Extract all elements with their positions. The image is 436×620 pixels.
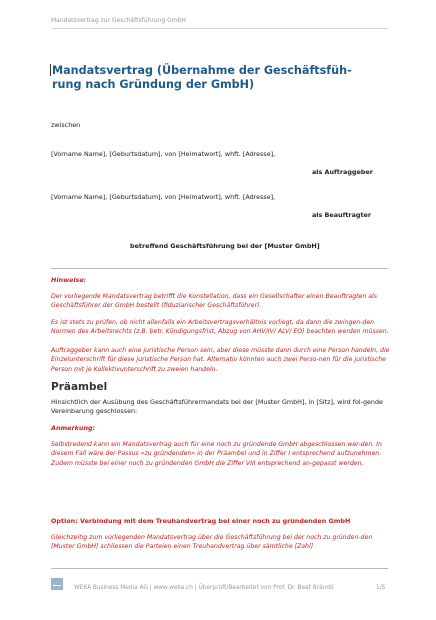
preamble-text: Hinsichtlich der Ausübung des Geschäftsführermandats bei der [Muster GmbH], in [Sitz], wird fol-gende Vereinbarung geschlossen:: [51, 398, 383, 416]
party-2-role: als Beauftragter: [312, 211, 372, 219]
page-number: 1/5: [376, 585, 386, 591]
notes-paragraph-1: Der vorliegende Mandatsvertrag betrifft die Konstellation, dass ein Gesellschafter einen Beauftragten als Geschäftsführer der GmbH bestellt (fiduziarischer Geschäftsführer).: [51, 293, 377, 310]
title-line-2: rung nach Gründung der GmbH): [52, 78, 255, 91]
notes-heading: Hinweise:: [51, 276, 87, 284]
party-1-role: als Auftraggeber: [312, 168, 373, 176]
remark-text: Selbstredend kann ein Mandatsvertrag auch für eine noch zu gründende GmbH abgeschlossen wer-den. In diesem Fall wäre der Passus «zu gründenden» in der Präambel und in Ziffer I entsprechend aufzunehmen. Zudem müsste bei einer noch zu gründenden GmbH die Ziffer VIII entsprechend an-gepasst werden.: [51, 441, 382, 467]
running-header: Mandatsvertrag zur Geschäftsführung GmbH: [51, 17, 186, 24]
notes-paragraph-2: Es ist stets zu prüfen, ob nicht allenfalls ein Arbeitsvertragsverhältnis vorliegt, da dann die zwingen-den Normen des Arbeitsrechts (z.B. betr. Kündigungsfrist, Abzug von AHV/IV/ ALV/ EO) beachten werden müssen.: [51, 319, 389, 336]
option-heading: Option: Verbindung mit dem Treuhandvertrag bei einer noch zu gründenden GmbH: [51, 517, 351, 525]
weka-logo-icon: [51, 578, 63, 590]
party-1-details: [Vorname Name], [Geburtsdatum], von [Heimatwort], whft. [Adresse],: [51, 150, 276, 158]
notes-paragraph-3: Auftraggeber kann auch eine juristische Person sein, aber diese müsste dann durch eine Person handeln, die Einzelunterschrift für diese juristische Person hat. Alternativ könnten auch zwei Perso-nen für die juristische Person mit je Kollektivunterschrift zu zweien handeln.: [51, 347, 390, 373]
between-label: zwischen: [51, 121, 81, 129]
document-title[interactable]: [52, 64, 392, 92]
option-text: Gleichzeitig zum vorliegenden Mandatsvertrag über die Geschäftsführung bei der noch zu gründen-den [Muster GmbH] schliessen die Parteien einen Treuhandvertrag über sämtliche [Zahl]: [51, 534, 373, 551]
notes-divider-top: [51, 268, 388, 269]
footer-divider: [51, 568, 388, 569]
footer-text: WEKA Business Media AG | www.weka.ch | Überprüft/Bearbeitet von Prof. Dr. Beat Brändli: [74, 585, 334, 591]
remark-heading: Anmerkung:: [51, 424, 96, 432]
title-line-1: Mandatsvertrag (Übernahme der Geschäftsfüh-: [52, 64, 352, 77]
header-divider: [51, 28, 388, 29]
contract-subject: betreffend Geschäftsführung bei der [Muster GmbH]: [130, 242, 320, 250]
preamble-heading: Präambel: [51, 381, 108, 393]
text-cursor: [50, 64, 51, 76]
party-2-details: [Vorname Name], [Geburtsdatum], von [Heimatwort], whft. [Adresse],: [51, 193, 276, 201]
